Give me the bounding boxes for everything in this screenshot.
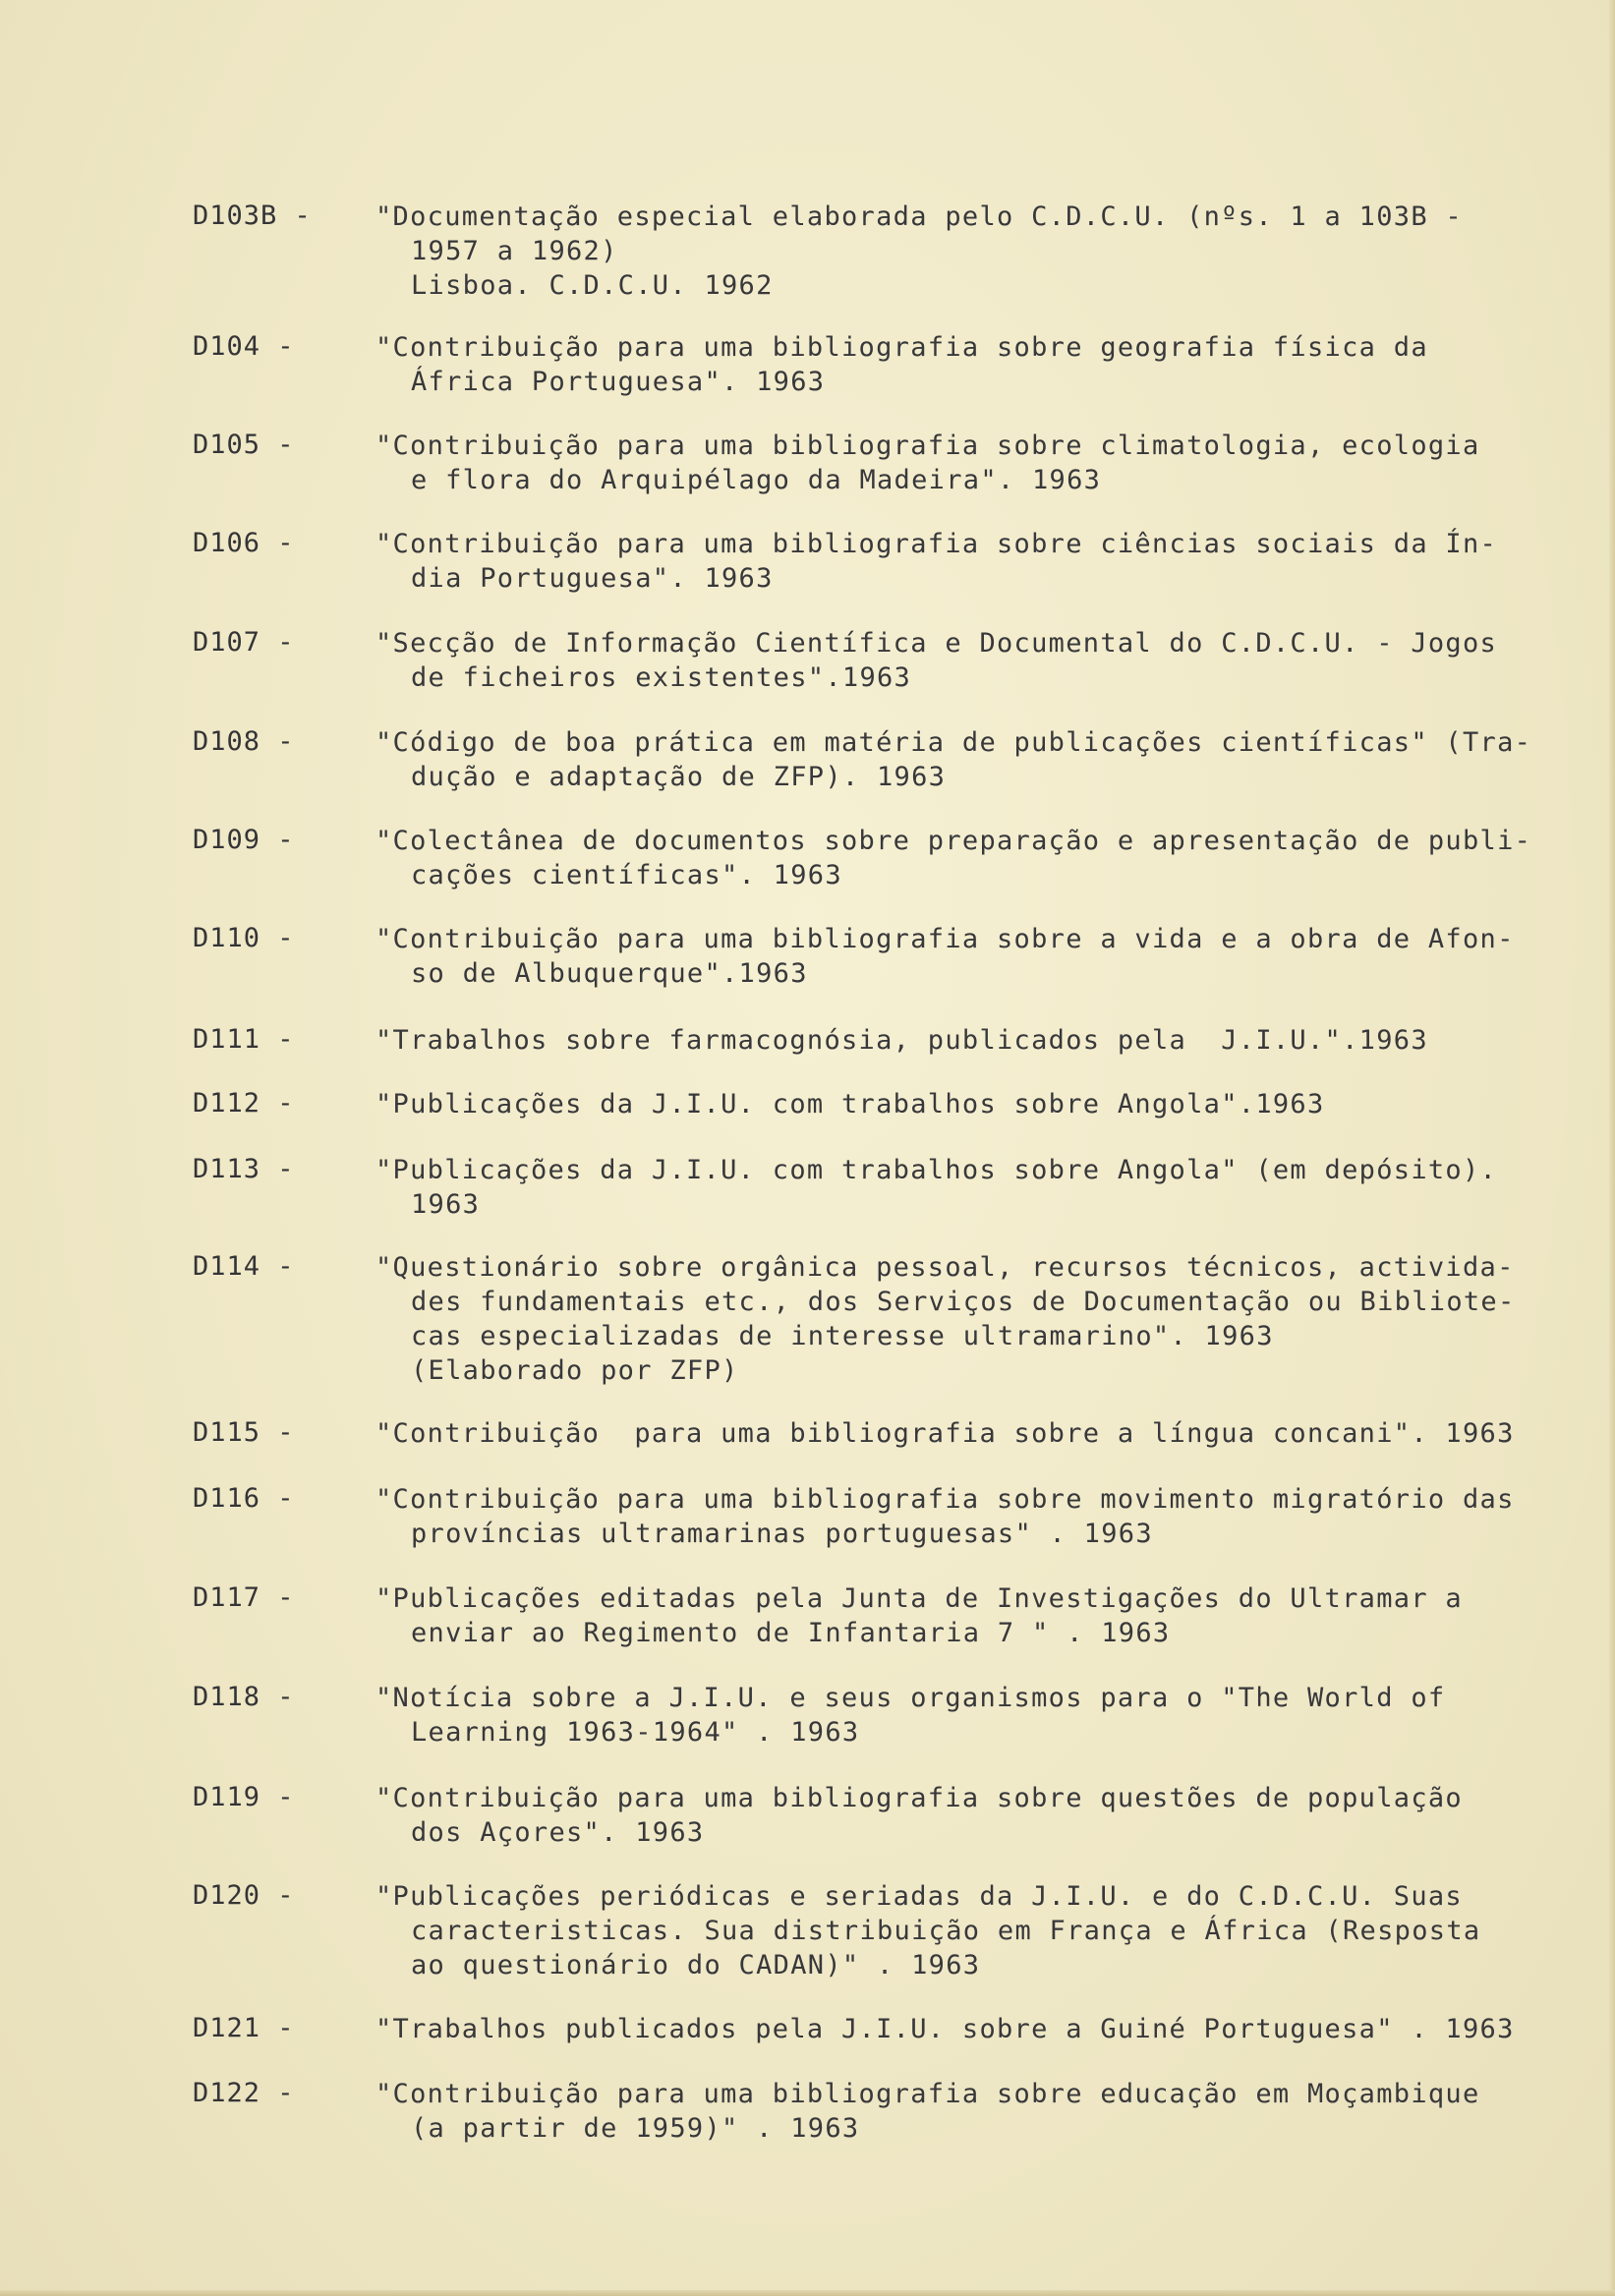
entry-line: "Código de boa prática em matéria de publicações científicas" (Tra- — [375, 727, 1532, 758]
page-edge-right — [1609, 0, 1615, 2296]
entry-code: D117 - — [193, 1582, 295, 1613]
entry-description — [375, 527, 1575, 596]
entry-line: des fundamentais etc., dos Serviços de Documentação ou Bibliote- — [411, 1287, 1516, 1317]
entry-line: Learning 1963-1964" . 1963 — [411, 1717, 860, 1748]
entry-description — [375, 2012, 1575, 2046]
entry-code: D119 - — [193, 1782, 295, 1812]
entry-line: cas especializadas de interesse ultramarino". 1963 — [411, 1321, 1274, 1351]
entry-code: D116 - — [193, 1483, 295, 1514]
page-edge-bottom — [0, 2290, 1615, 2296]
entry-line: e flora do Arquipélago da Madeira". 1963 — [411, 465, 1102, 495]
entry-code: D103B - — [193, 201, 312, 231]
entry-description — [375, 1581, 1575, 1650]
entry-code: D113 - — [193, 1154, 295, 1184]
entry-line: províncias ultramarinas portuguesas" . 1963 — [411, 1519, 1153, 1549]
entry-code: D118 - — [193, 1682, 295, 1712]
entry-line: África Portuguesa". 1963 — [411, 367, 826, 397]
entry-description — [375, 1087, 1575, 1121]
entry-code: D105 - — [193, 430, 295, 460]
entry-description — [375, 1681, 1575, 1750]
entry-line: "Secção de Informação Científica e Documental do C.D.C.U. - Jogos — [375, 628, 1498, 659]
entry-line: "Contribuição para uma bibliografia sobre a vida e a obra de Afon- — [375, 924, 1515, 954]
entry-description — [375, 1879, 1575, 1982]
entry-line: "Contribuição para uma bibliografia sobre geografia física da — [375, 332, 1428, 363]
entry-line: ao questionário do CADAN)" . 1963 — [411, 1950, 981, 1980]
entry-description — [375, 1781, 1575, 1850]
entry-line: "Contribuição para uma bibliografia sobre questões de população — [375, 1783, 1463, 1813]
entry-description — [375, 2077, 1575, 2146]
entry-description — [375, 1416, 1575, 1451]
entry-line: cações científicas". 1963 — [411, 860, 842, 890]
entry-code: D114 - — [193, 1251, 295, 1282]
entry-line: caracteristicas. Sua distribuição em França e África (Resposta — [411, 1916, 1481, 1946]
entry-line: Lisboa. C.D.C.U. 1962 — [411, 270, 774, 301]
entry-line: "Contribuição para uma bibliografia sobre a língua concani". 1963 — [375, 1418, 1515, 1449]
entry-code: D120 - — [193, 1880, 295, 1911]
entry-description — [375, 200, 1575, 303]
entry-code: D110 - — [193, 923, 295, 953]
entry-line: "Trabalhos sobre farmacognósia, publicados pela J.I.U.".1963 — [375, 1025, 1428, 1056]
entry-description — [375, 1482, 1575, 1551]
entry-line: dia Portuguesa". 1963 — [411, 563, 774, 594]
entry-line: 1963 — [411, 1189, 481, 1220]
entry-code: D112 - — [193, 1088, 295, 1119]
entry-code: D111 - — [193, 1024, 295, 1055]
entry-code: D121 - — [193, 2013, 295, 2043]
entry-line: (a partir de 1959)" . 1963 — [411, 2113, 860, 2144]
entry-description — [375, 824, 1575, 892]
entry-line: "Publicações da J.I.U. com trabalhos sobre Angola" (em depósito). — [375, 1155, 1498, 1185]
entry-line: "Contribuição para uma bibliografia sobre ciências sociais da Ín- — [375, 529, 1498, 559]
entry-line: "Publicações editadas pela Junta de Investigações do Ultramar a — [375, 1583, 1463, 1614]
entry-code: D106 - — [193, 528, 295, 558]
entry-code: D122 - — [193, 2078, 295, 2108]
entry-line: "Colectânea de documentos sobre preparação e apresentação de publi- — [375, 826, 1532, 856]
entry-line: dução e adaptação de ZFP). 1963 — [411, 762, 947, 792]
entry-line: so de Albuquerque".1963 — [411, 958, 808, 989]
entry-description — [375, 330, 1575, 399]
entry-code: D108 - — [193, 726, 295, 757]
entry-description — [375, 725, 1575, 794]
entry-description — [375, 922, 1575, 991]
entry-description — [375, 1153, 1575, 1222]
entry-line: "Publicações periódicas e seriadas da J.I.U. e do C.D.C.U. Suas — [375, 1881, 1463, 1912]
entry-line: "Questionário sobre orgânica pessoal, recursos técnicos, activida- — [375, 1252, 1515, 1283]
entry-description — [375, 1023, 1575, 1058]
entry-line: enviar ao Regimento de Infantaria 7 " . 1963 — [411, 1618, 1171, 1648]
entry-line: "Notícia sobre a J.I.U. e seus organismos para o "The World of — [375, 1683, 1446, 1713]
entry-description — [375, 1250, 1575, 1388]
entry-line: 1957 a 1962) — [411, 236, 618, 266]
entry-line: "Publicações da J.I.U. com trabalhos sobre Angola".1963 — [375, 1089, 1325, 1119]
entry-code: D115 - — [193, 1417, 295, 1448]
entry-line: (Elaborado por ZFP) — [411, 1355, 739, 1386]
entry-code: D104 - — [193, 331, 295, 362]
entry-line: "Contribuição para uma bibliografia sobre climatologia, ecologia — [375, 430, 1480, 461]
entry-code: D107 - — [193, 627, 295, 658]
entry-code: D109 - — [193, 825, 295, 855]
entry-line: "Contribuição para uma bibliografia sobre movimento migratório das — [375, 1484, 1515, 1515]
entry-line: dos Açores". 1963 — [411, 1817, 705, 1848]
entry-line: "Trabalhos publicados pela J.I.U. sobre a Guiné Portuguesa" . 1963 — [375, 2014, 1515, 2044]
entry-line: de ficheiros existentes".1963 — [411, 662, 912, 693]
entry-line: "Contribuição para uma bibliografia sobre educação em Moçambique — [375, 2079, 1480, 2109]
entry-description — [375, 626, 1575, 695]
entry-description — [375, 429, 1575, 497]
entry-line: "Documentação especial elaborada pelo C.D.C.U. (nºs. 1 a 103B - — [375, 201, 1463, 232]
